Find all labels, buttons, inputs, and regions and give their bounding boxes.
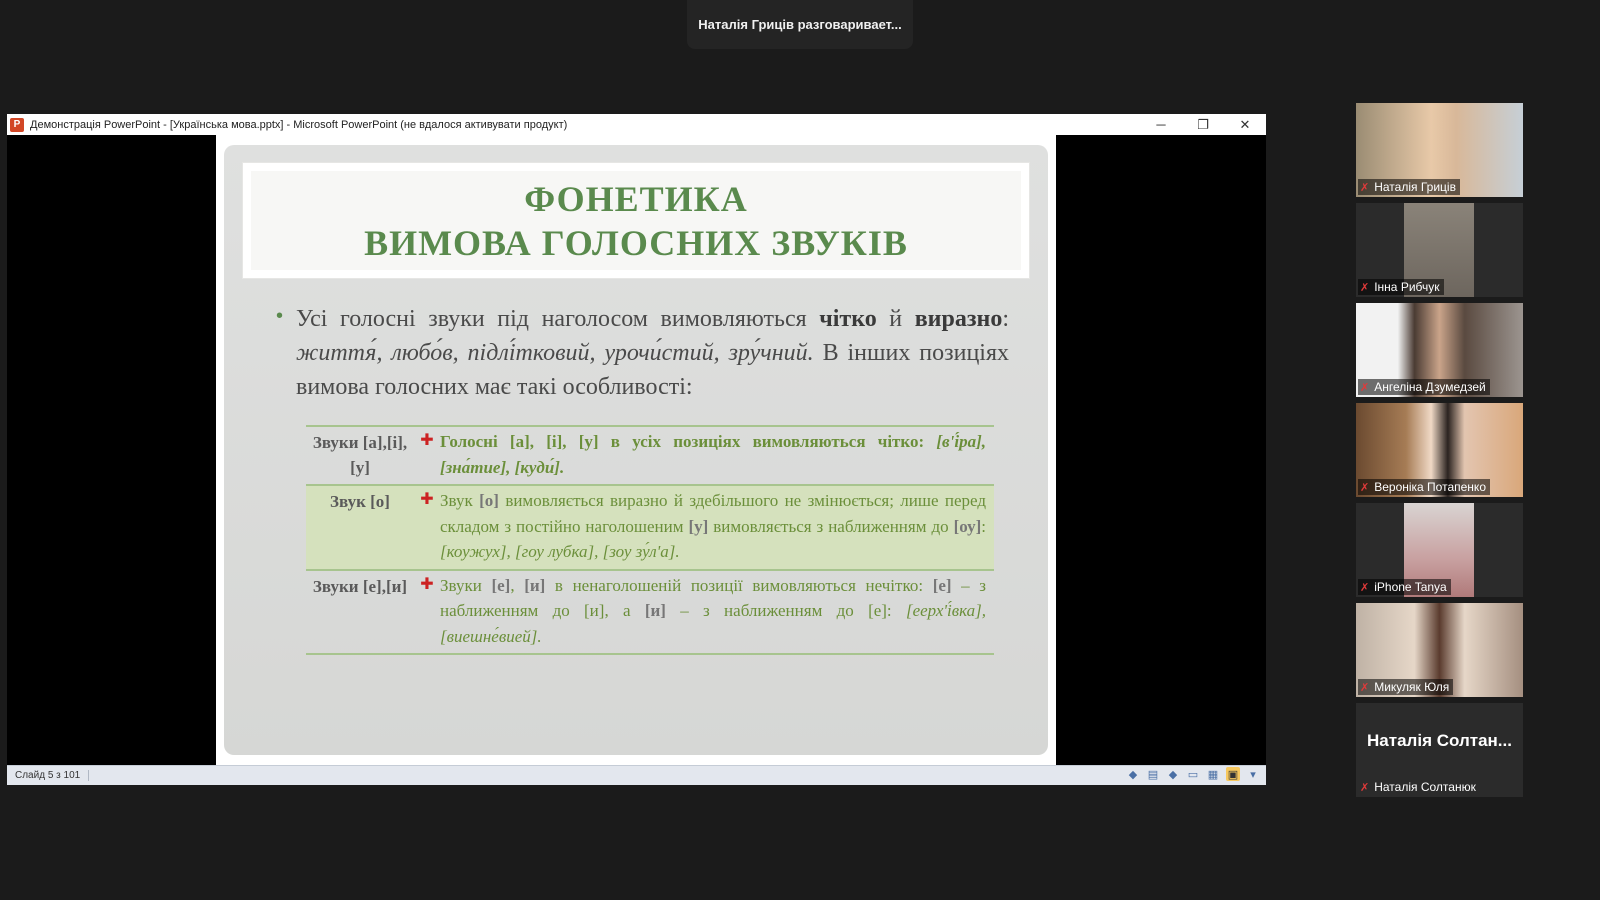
reading-view-icon[interactable]: ▣ (1227, 768, 1239, 781)
slide-sorter-icon[interactable]: ▦ (1207, 768, 1219, 781)
row-sound: [оу] (953, 516, 982, 536)
table-row (306, 425, 994, 484)
row-sound: [у] (688, 516, 709, 536)
arrow-bullet-icon: ✚ (420, 575, 434, 593)
table-row-content (440, 427, 994, 484)
row-sound: [е] (491, 575, 511, 595)
row-sound: [е] (932, 575, 952, 595)
speaking-indicator: Наталія Гриців разговаривает... (687, 0, 913, 49)
muted-mic-icon: ✗ (1360, 581, 1370, 594)
bullet-icon: • (276, 305, 284, 327)
window-title: Демонстрація PowerPoint - [Українська мова.pptx] - Microsoft PowerPoint (не вдалося активувати продукт) (30, 118, 568, 131)
participant-label (1358, 779, 1480, 795)
bullet-text-part: Усі голосні звуки під наголосом вимовляються (296, 306, 820, 332)
participant-label (1358, 679, 1453, 695)
row-text: Голосні [а], [і], [у] в усіх позиціях вимовляються чітко: (440, 432, 925, 451)
participant-label (1358, 379, 1490, 395)
participant-name: Вероніка Потапенко (1374, 480, 1486, 494)
participant-tile[interactable] (1356, 503, 1523, 597)
row-text: : (981, 516, 986, 536)
participant-label (1358, 479, 1490, 495)
muted-mic-icon: ✗ (1360, 781, 1370, 794)
muted-mic-icon: ✗ (1360, 281, 1370, 294)
row-text: – з наближенням до [е]: (665, 601, 906, 620)
table-row (306, 569, 994, 656)
slide-title-line-1: ФОНЕТИКА (524, 178, 748, 219)
participant-name: Наталія Солтанюк (1374, 780, 1476, 794)
ppt-statusbar (7, 765, 1266, 785)
powerpoint-window (7, 114, 1266, 785)
participant-label (1358, 179, 1460, 195)
table-row-content (440, 571, 994, 654)
participant-name-placeholder: Наталія Солтан... (1367, 731, 1512, 750)
slide-title-box (242, 162, 1030, 279)
table-row-content (440, 486, 994, 569)
participant-label (1358, 279, 1444, 295)
next-slide-icon[interactable]: ◆ (1168, 768, 1178, 781)
restore-button[interactable]: ❐ (1197, 116, 1209, 132)
participant-tile[interactable] (1356, 103, 1523, 197)
slide-menu-icon[interactable]: ▤ (1147, 768, 1159, 781)
normal-view-icon[interactable]: ▭ (1187, 768, 1199, 781)
participant-tile[interactable] (1356, 203, 1523, 297)
muted-mic-icon: ✗ (1360, 481, 1370, 494)
close-button[interactable]: ✕ (1239, 116, 1251, 132)
bullet-bold-text: виразно (914, 306, 1003, 332)
participant-name: Микуляк Юля (1374, 680, 1450, 694)
participant-name: iPhone Tanya (1374, 580, 1447, 594)
row-text: Звуки (440, 575, 492, 595)
arrow-bullet-icon: ✚ (420, 432, 434, 449)
powerpoint-logo-icon: P (10, 118, 24, 132)
slideshow-view-icon[interactable]: ▾ (1250, 768, 1256, 781)
bullet-text-part: : (1002, 306, 1009, 332)
participants-panel (1356, 103, 1523, 803)
participant-tile[interactable] (1356, 303, 1523, 397)
row-example: [еерх'і́вка], [виешне́вией]. (440, 601, 986, 646)
bullet-examples: життя́, любо́в, підлі́тковий, урочи́стий, зру́чний. (296, 340, 814, 366)
bullet-text-part: й (876, 306, 915, 332)
slide-counter: Слайд 5 з 101 (7, 770, 89, 781)
participant-tile[interactable] (1356, 703, 1523, 797)
bullet-text-part: В інших позиціях вимова голосних має такі особливості: (296, 340, 1010, 400)
arrow-bullet-icon: ✚ (420, 491, 434, 508)
slide-title-line-2: ВИМОВА ГОЛОСНИХ ЗВУКІВ (364, 222, 908, 263)
previous-slide-icon[interactable]: ◆ (1128, 768, 1138, 781)
row-text: , (510, 575, 525, 595)
slideshow-controls (1126, 767, 1260, 781)
table-row-header: Звуки [а],[і],[у] (312, 433, 408, 477)
bullet-bold-text: чітко (819, 306, 877, 332)
row-example: [в'і́ра], [зна́тие], [куди́]. (440, 432, 986, 477)
minimize-button[interactable]: ─ (1156, 117, 1166, 132)
vowels-table (306, 425, 994, 655)
participant-tile[interactable] (1356, 603, 1523, 697)
table-row-header: Звуки [е],[и] (312, 576, 408, 596)
slide-area[interactable] (216, 135, 1056, 765)
slide-bullet-text (296, 302, 1009, 404)
row-sound: [и] (524, 575, 546, 595)
row-example: [коужух], [гоу лубка], [зоу зу́л'а]. (440, 542, 680, 561)
table-row-header: Звук [о] (330, 492, 390, 511)
muted-mic-icon: ✗ (1360, 681, 1370, 694)
row-text: в ненаголошеній позиції вимовляються нечітко: (545, 575, 933, 595)
window-titlebar[interactable] (7, 114, 1266, 135)
participant-tile[interactable] (1356, 403, 1523, 497)
row-text: – з наближенням до [и], а (440, 575, 987, 620)
participant-name: Наталія Гриців (1374, 180, 1456, 194)
participant-name: Ангеліна Дзумедзей (1374, 380, 1486, 394)
row-text: вимовляється виразно й здебільшого не змінюється; лише перед складом з постійно наголошеним (440, 491, 986, 536)
window-controls (1140, 114, 1266, 135)
row-text: Звук (440, 491, 480, 510)
muted-mic-icon: ✗ (1360, 381, 1370, 394)
muted-mic-icon: ✗ (1360, 181, 1370, 194)
participant-label (1358, 579, 1451, 595)
row-sound: [и] (644, 601, 666, 620)
row-sound: [о] (479, 491, 499, 510)
participant-name: Інна Рибчук (1374, 280, 1440, 294)
row-text: вимовляється з наближенням до (708, 516, 954, 536)
table-row (306, 484, 994, 569)
